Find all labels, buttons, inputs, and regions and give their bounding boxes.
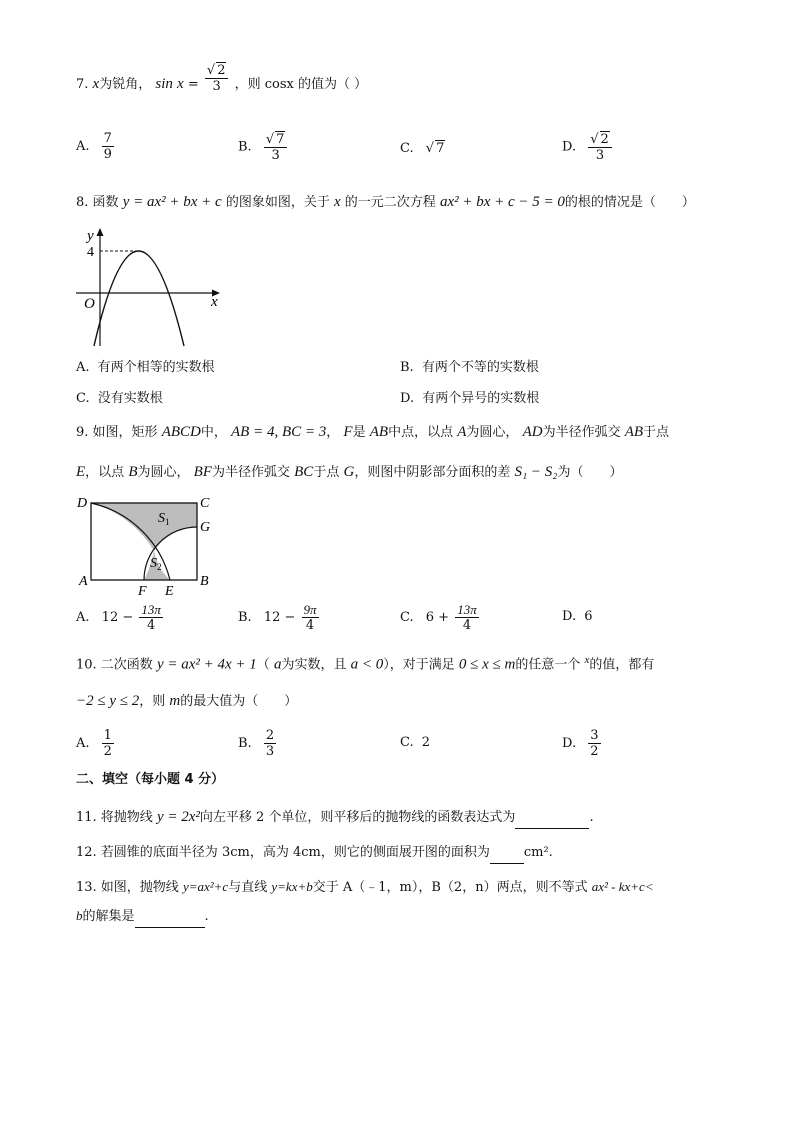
q9-label-b: B: [200, 574, 209, 589]
q13-answer-blank[interactable]: [135, 907, 205, 928]
q8-stem: 8. 函数 y = ax² + bx + c 的图象如图，关于 x 的一元二次方程 ax² + bx + c − 5 = 0的根的情况是（ ）: [76, 194, 695, 210]
q8-x-label: x: [211, 294, 218, 310]
q9-label-a: A: [79, 574, 88, 589]
q7-option-d[interactable]: D. $\frac{√ 2}{3}$: [562, 131, 614, 163]
q8-y-label: y: [87, 228, 94, 244]
q7-option-b[interactable]: B. $\frac{√ 7}{3}$: [238, 131, 289, 163]
q10-option-c[interactable]: C. 2: [400, 735, 431, 750]
q7-sin-value: $\frac{√ 2}{3}$: [205, 62, 229, 94]
q9-label-s2: $S_2$: [150, 556, 162, 572]
q13-stem-line1: 13. 如图，抛物线 y=ax²+c与直线 y=kx+b交于 A（﹣1，m），B（2，n）两点，则不等式 ax² - kx+c<: [76, 879, 654, 895]
q9-label-f: F: [138, 584, 147, 598]
q9-label-g: G: [200, 520, 211, 535]
q9-label-s1: $S_1$: [158, 511, 170, 527]
q9-label-e: E: [165, 584, 174, 598]
q10-option-a[interactable]: A. $\frac{1}{2}$: [76, 728, 112, 759]
q8-parabola-figure: [74, 224, 234, 350]
q9-stem-line1: 9. 如图，矩形 ABCD中， AB = 4, BC = 3， F是 AB中点，以点 A为圆心， AD为半径作弧交 AB于点: [76, 424, 670, 440]
q9-rectangle-figure: [74, 494, 220, 598]
q9-option-a[interactable]: A. 12 − $\frac{13\pi}{4}$: [76, 602, 161, 633]
q8-option-c[interactable]: C. 没有实数根: [76, 391, 163, 406]
q11-answer-blank[interactable]: [515, 808, 589, 829]
q7-stem: 7. x为锐角， sin x = $\frac{√ 2}{3}$ ，则 cosx 的值为（ ）: [76, 62, 368, 94]
q9-option-d[interactable]: D. 6: [562, 609, 593, 624]
q9-option-b[interactable]: B. 12 − $\frac{9\pi}{4}$: [238, 602, 317, 633]
q9-label-d: D: [77, 496, 88, 511]
q13-stem-line2: b的解集是 .: [76, 906, 209, 928]
q10-option-d[interactable]: D. $\frac{3}{2}$: [562, 728, 599, 759]
q8-y-axis-arrow: [97, 228, 104, 236]
q12-stem: 12. 若圆锥的底面半径为 3cm，高为 4cm，则它的侧面展开图的面积为 cm².: [76, 843, 553, 864]
q8-parabola-curve: [94, 251, 184, 346]
q8-tick-4: 4: [87, 245, 94, 260]
q12-answer-blank[interactable]: [490, 843, 524, 864]
q9-label-c: C: [200, 496, 210, 511]
q9-shaded-s1: [91, 503, 197, 551]
section-title: 二、填空（每小题 4 分）: [76, 772, 225, 787]
q10-stem-line2: −2 ≤ y ≤ 2，则 m的最大值为（ ）: [76, 693, 298, 709]
q8-option-d[interactable]: D. 有两个异号的实数根: [400, 391, 540, 406]
q8-option-a[interactable]: A. 有两个相等的实数根: [76, 360, 215, 375]
q8-option-b[interactable]: B. 有两个不等的实数根: [400, 360, 539, 375]
q9-option-c[interactable]: C. 6 + $\frac{13\pi}{4}$: [400, 602, 477, 633]
q8-origin: O: [84, 296, 95, 312]
q7-option-a[interactable]: A. $\frac{7}{9}$: [76, 131, 112, 162]
q10-stem-line1: 10. 二次函数 y = ax² + 4x + 1（ a为实数，且 a < 0），对于满足 0 ≤ x ≤ m的任意一个 $^x$的值，都有: [76, 654, 655, 673]
q9-stem-line2: E，以点 B为圆心， BF为半径作弧交 BC于点 G，则图中阴影部分面积的差 S₁ − S₂为（ ）: [76, 464, 623, 480]
q10-option-b[interactable]: B. $\frac{2}{3}$: [238, 728, 275, 759]
q7-option-c[interactable]: C. √ 7: [400, 141, 445, 156]
q11-stem: 11. 将抛物线 y = 2x²向左平移 2 个单位，则平移后的抛物线的函数表达式为 .: [76, 807, 594, 829]
